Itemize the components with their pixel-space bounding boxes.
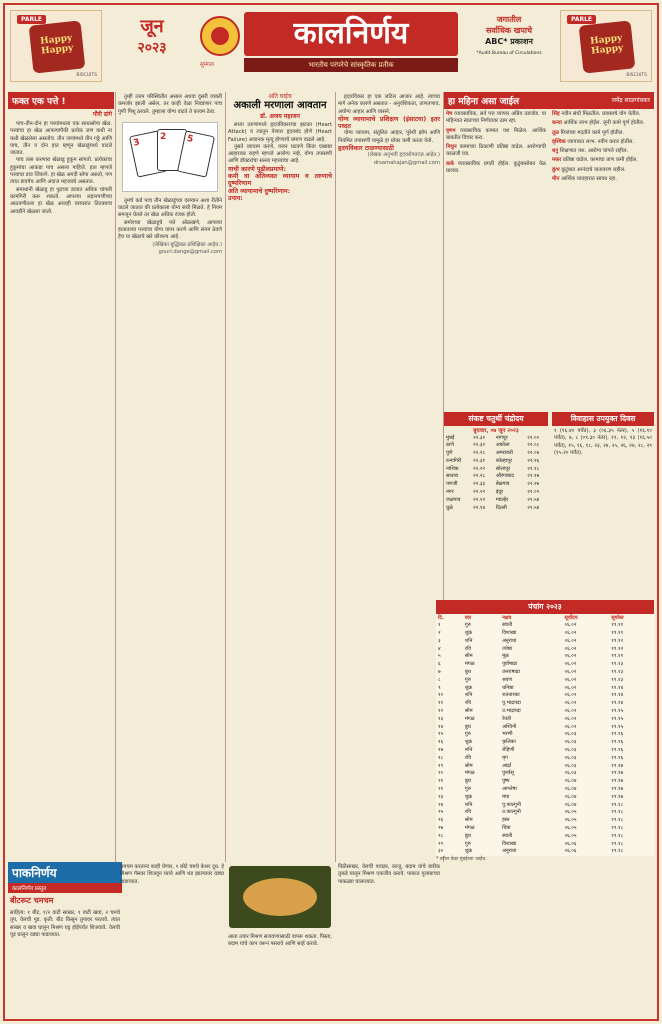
masthead-title: कालनिर्णय bbox=[244, 12, 458, 56]
article-body: हृदयविकार हा एक जटिल आजार आहे. त्याच्या मागे अनेक कारणे असतात - अनुवंशिकता, ताणतणाव, अयोग्य आहार आणि व्यसने. योग्य व्यायामाचे प्रशिक्षण (इंसाटया) इतर पध्दत योग्य व्यायाम, संतुलित आहार, पुरेशी झोप आणि नियमित तपासणी यामुळे हा धोका कमी करता येतो. हृदयविकार टाळण्यासाठी (लेखक अनुभवी हृदयरोगतज्ज्ञ आहेत.) drsamahajan@gmail.com bbox=[338, 94, 440, 166]
table-row: २५ रवि उ.फाल्गुनी ०६.०५ १९.१८ bbox=[438, 809, 624, 816]
table-row: १६ शुक्र कृत्तिका ०६.०३ १९.१६ bbox=[438, 739, 624, 746]
article-cards bbox=[8, 92, 114, 218]
author-email[interactable]: drsamahajan@gmail.com bbox=[373, 159, 440, 166]
article-title: अकाली मरणाला आवतान bbox=[233, 100, 327, 111]
ad-biscuit-pack: Happy Happy bbox=[579, 20, 636, 73]
horoscope-item: मीन आर्थिक व्यवहारात सावध रहा. bbox=[552, 176, 617, 183]
table-row: १८ रवि मृग ०६.०३ १९.१६ bbox=[438, 754, 624, 761]
horoscope-item: कन्या आर्थिक लाभ होईल. जुनी कामे पूर्ण होतील. bbox=[552, 120, 645, 127]
recipe-continued: पिठीसाखर, वेलची पावडर, काजू, बदाम यांचे बारीक तुकडे घालून मिश्रण एकजीव करावे. पाकात गुलाबाच्या पाकळ्या घालाव्यात. bbox=[338, 864, 440, 885]
horoscope-item: वृषभ व्यवसायिक कामात यश मिळेल. आर्थिक बाबतीत विचार करा. bbox=[446, 127, 546, 141]
table-row: २४ शनि पू.फाल्गुनी ०६.०४ १९.१८ bbox=[438, 801, 624, 808]
ad-tag: BISCUITS bbox=[76, 73, 97, 78]
article-body: तुम्ही उत्तम परिस्थितीत असाल अथवा दुसरी व्यक्ती कमजोर झाली असेल, तर काही वेळा निवडणार पाच गुणी पिशू ठरवले. तुम्हाला योग्य वाटते ते कायम ठेवा. bbox=[118, 94, 222, 115]
article-body: सध्या तरुणांमध्ये हृदयविकाराचा झटका (Heart Attack) व त्यातून येणारा हृदयबंद होणे (Heart Failure) अचानक मृत्यू होण्याचे प्रमाण वाढले आहे. नुसते व्यायाम करणे, वजन घटवणे किंवा एखाद्या आहारावर राहणे म्हणजे आरोग्य नव्हे. योग्य तपासणी आणि डॉक्टरांचा सल्ला महत्त्वाचा आहे. याची कारणे पुढीलप्रमाणे: कमी वा अतिव्यस्त व्यायाम व तरुणाचे दुष्परिणाम अति व्यायामाचे दुष्परिणाम: उपाय: bbox=[228, 122, 332, 202]
column-divider bbox=[225, 92, 226, 862]
vivah-box: विवाहास उपयुक्त दिवस १ (१६.४० पर्यंत), ३ (०६.३५ नंतर), ५ (१६.१० पर्यंत), ७, ८ (०९.३० नंतर), ११, १२, १३ (१६.५० पर्यंत), १५, १६, १८, २३, २४, २५, २६, २७, २८, २९ (१५.२० पर्यंत). bbox=[554, 414, 652, 456]
ad-left[interactable] bbox=[10, 10, 102, 82]
table-row: नाशिक २२.२२ सोलापूर २२.१८ bbox=[446, 465, 540, 472]
table-row: ३० शुक्र अनुराधा ०६.०६ १९.१८ bbox=[438, 848, 624, 855]
table-row: २७ मंगळ चित्रा ०६.०५ १९.१८ bbox=[438, 825, 624, 832]
masthead-tag: सुमंगल bbox=[200, 62, 214, 68]
table-row: २१ बुध पुष्य ०६.०४ १९.१७ bbox=[438, 778, 624, 785]
column-divider bbox=[335, 92, 336, 862]
table-row: ८ गुरु श्रवण ०६.०२ १९.१३ bbox=[438, 676, 624, 683]
table-row: ९ शुक्र धनिष्ठा ०६.०२ १९.१४ bbox=[438, 684, 624, 691]
horoscope-title: हा महिना असा जाईल जयेंद्र साळगांवकर bbox=[444, 92, 654, 109]
horoscope-item: कर्क व्यावसायिक प्रगती होईल. कुटुंबासोबत वेळ घालवा. bbox=[446, 160, 546, 175]
table-row: ११ रवि पू.भाद्रपदा ०६.०२ १९.१४ bbox=[438, 700, 624, 707]
table-row: ७ बुध उत्तराषाढा ०६.०२ १९.१३ bbox=[438, 669, 624, 676]
article-body: पाच-तीन-दोन हा पत्त्यांमधला एक साधासोपा खेळ. पत्त्यांचा हा खेळ आपल्यापैकी प्रत्येक जण कधी ना कधी खेळलेला असतोच. तीन जणांमध्ये तीन गठ्ठे आणि पाच, तीन व दोन हात म्हणून खेळाडूंमध्ये वाटले जातात. पाच तास करणारा खेळाडू हुकूम सांगतो. प्रत्येकाचा हुकुमांचा आकडा पाच असला पाहिजे. हात म्हणजे पत्त्याचा डाव जिंकणे. हा खेळ अगदी सोपा असतो, पण त्यात डावपेच आणि अंदाज महत्त्वाचे असतात. समाधानी खेळाडू हा पुढच्या डावात अधिक चांगली कामगिरी करू शकतो. आपल्या लहानपणीच्या आठवणीतला हा खेळ आजही घराघरांत तितक्याच आवडीने खेळला जातो. bbox=[10, 121, 112, 215]
table-row: १५ गुरु भरणी ०६.०३ १९.१६ bbox=[438, 731, 624, 738]
table-row: १७ शनि रोहिणी ०६.०३ १९.१६ bbox=[438, 747, 624, 754]
table-row: जळगाव २२.१२ ग्वाल्हेर २१.५४ bbox=[446, 496, 540, 503]
ad-right[interactable] bbox=[560, 10, 652, 82]
ad-brand-logo: PARLE bbox=[17, 15, 46, 24]
sankashti-table: संकष्ट चतुर्थी चंद्रोदय बुधवार, ०७ जून २०२३ मुंबई २२.३२ नागपूर २२.०० ठाणे २२.३२ अकोला २२.०८ पुणे २२.२८ अमरावती २२.०४ रत्नागिरी २२.३१ कोल्हापूर २२.२६ नाशिक २२.२२ सोलापूर २२.१८ सातारा २२.२८ औरंगाबाद २२.१७ पणजी २२.३३ बेळगाव २२.२७ नगर २२.२२ इंदूर २२.०९ जळगाव २२.१२ ग्वाल्हेर २१.५४ धुळे २२.१४ दिल्ली २१.५४ bbox=[444, 412, 548, 512]
ad-tag: BISCUITS bbox=[626, 73, 647, 78]
table-row: १० शनि शततारका ०६.०२ १९.१४ bbox=[438, 692, 624, 699]
article-body: तुमचे कर्ड पाच तीन खेळाडूंच्या दरम्यान अशा रीतीने वाटले जातात की प्रत्येकाला योग्य संधी मिळते. हे नियम समजून घेतले तर खेळ अधिक रंजक होतो. समोरच्या खेळाडूचे पत्ते ओळखणे, आपल्या हातातल्या पत्त्यांचा योग्य वापर करणे आणि संयम ठेवणे हेच या खेळाचे खरे कौशल्य आहे. (लेखिका बुद्धिबळ प्रशिक्षिका आहेत.) gouri.dange@gmail.com bbox=[118, 197, 222, 255]
table-row: २३ शुक्र मघा ०६.०४ १९.१७ bbox=[438, 793, 624, 800]
table-row: १३ मंगळ रेवती ०६.०२ १९.१५ bbox=[438, 715, 624, 722]
table-row: ४ रवि ज्येष्ठा ०६.०२ १९.१२ bbox=[438, 645, 624, 652]
playing-cards-image bbox=[122, 122, 218, 192]
table-row: मुंबई २२.३२ नागपूर २२.०० bbox=[446, 434, 540, 441]
masthead-logo bbox=[200, 10, 460, 80]
horoscope-item: मकर प्रतिष्ठा वाढेल. कामाचा ताण कमी होईल. bbox=[552, 157, 638, 164]
year-label: २०२३ bbox=[137, 40, 167, 56]
ad-biscuit-pack: Happy Happy bbox=[29, 20, 86, 73]
recipe-image-col: आता तयार मिश्रण सजवण्यासाठी वापरू शकता. पिस्ता, बदाम यांचे काप वरून पसरावे आणि सर्व्ह करावे. bbox=[226, 862, 334, 951]
horoscope-item: कुंभ कुटुंबात आनंदाचे वातावरण राहील. bbox=[552, 166, 626, 173]
playing-card: 3 bbox=[129, 130, 167, 177]
masthead-subtitle: भारतीय परंपरेचे सांस्कृतिक प्रतीक bbox=[244, 58, 458, 72]
table-row: २ शुक्र विशाखा ०६.०२ १९.११ bbox=[438, 630, 624, 637]
table-row: २० मंगळ पुनर्वसू ०६.०३ १९.१७ bbox=[438, 770, 624, 777]
table-row: १ गुरु स्वाती ०६.०२ १९.११ bbox=[438, 622, 624, 629]
sun-emblem-icon bbox=[200, 16, 240, 56]
monthly-horoscope bbox=[444, 92, 654, 185]
horoscope-item: धनु शिक्षणात यश. आरोग्य चांगले राहील. bbox=[552, 148, 629, 155]
table-header: दि. वार नक्षत्र सूर्योदय सूर्यास्त bbox=[438, 614, 624, 621]
table-row: ५ सोम मूळ ०६.०२ १९.१२ bbox=[438, 653, 624, 660]
playing-card: 5 bbox=[177, 130, 215, 177]
table-row: ३ शनि अनुराधा ०६.०२ १९.१२ bbox=[438, 637, 624, 644]
horoscope-item: सिंह नवीन संधी मिळतील. प्रवासाचे योग येतील. bbox=[552, 111, 641, 117]
table-row: धुळे २२.१४ दिल्ली २१.५४ bbox=[446, 504, 540, 511]
horoscope-list bbox=[444, 109, 654, 185]
horoscope-item: मिथुन कामाच्या ठिकाणी प्रतिष्ठा वाढेल. आरोग्याची काळजी घ्या. bbox=[446, 144, 546, 158]
article-kicker: अति घाईच bbox=[268, 93, 292, 100]
article-author: डॉ. अजय महाजन bbox=[260, 113, 300, 120]
horoscope-item: मेष व्यावसायिक, सर्व पत्त व्यापार अप्रिय तडजोड. या महिन्यात स्वतःच्या निर्णयावर ठाम रहा. bbox=[446, 111, 546, 125]
table-row: सातारा २२.२८ औरंगाबाद २२.१७ bbox=[446, 473, 540, 480]
table-row: रत्नागिरी २२.३१ कोल्हापूर २२.२६ bbox=[446, 457, 540, 464]
table-row: १९ सोम आर्द्रा ०६.०३ १९.१७ bbox=[438, 762, 624, 769]
horoscope-item: वृश्चिक व्यापारात लाभ. नवीन करार होतील. bbox=[552, 138, 635, 145]
article-health bbox=[226, 92, 334, 204]
table-row: १४ बुध अश्विनी ०६.०२ १९.१५ bbox=[438, 723, 624, 730]
table-row: १२ सोम उ.भाद्रपदा ०६.०२ १९.१५ bbox=[438, 708, 624, 715]
info-tables bbox=[444, 412, 654, 512]
table-row: नगर २२.२२ इंदूर २२.०९ bbox=[446, 489, 540, 496]
article-author: गौरी डांगे bbox=[92, 111, 112, 118]
table-row: पुणे २२.२८ अमरावती २२.०४ bbox=[446, 450, 540, 457]
table-row: पणजी २२.३३ बेळगाव २२.२७ bbox=[446, 481, 540, 488]
article-title: फक्त एक पत्ते ! bbox=[8, 92, 114, 109]
table-row: ठाणे २२.३२ अकोला २२.०८ bbox=[446, 442, 540, 449]
ad-brand-logo: PARLE bbox=[567, 15, 596, 24]
table-row: २८ बुध स्वाती ०६.०५ १९.१८ bbox=[438, 832, 624, 839]
article-health-continued bbox=[336, 92, 442, 169]
table-row: २९ गुरु विशाखा ०६.०६ १९.१८ bbox=[438, 840, 624, 847]
paaknirnay-box: पाकनिर्णय कालनिर्णय प्रस्तुत बीटरूट चमचम साहित्य: १ बीट, १/२ वाटी साखर, १ वाटी खवा, २ चमचे तूप, वेलची पूड. कृती: बीट किसून तुपावर परतावे. त्यात साखर व खवा घालून मिश्रण घट्ट होईपर्यंत शिजवावे. वेलची पूड घालून वड्या पाडाव्यात. bbox=[8, 862, 122, 1014]
panchang-table: पंचांग २०२३ दि. वार नक्षत्र सूर्योदय सूर्यास्त १ गुरु स्वाती ०६.०२ १९.११ २ शुक्र विशाखा ०६.०२ १९.११ ३ शनि अनुराधा ०६.०२ १९.१२ ४ रवि ज्येष्ठा ०६.०२ १९.१२ ५ सोम मूळ ०६.०२ १९.१२ ६ मंगळ पूर्वाषाढा ०६.०२ १९.१३ ७ बुध उत्तराषाढा ०६.०२ १९.१३ ८ गुरु श्रवण ०६.०२ १९.१३ ९ शुक्र धनिष्ठा ०६.०२ १९.१४ १० शनि शततारका ०६.०२ १९.१४ ११ रवि पू.भाद्रपदा ०६.०२ १९.१४ १२ सोम उ.भाद्रपदा ०६.०२ १९.१५ १३ मंगळ रेवती ०६.०२ १९.१५ १४ बुध अश्विनी ०६.०२ १९.१५ १५ गुरु भरणी ०६.०३ १९.१६ १६ शुक्र कृत्तिका ०६.०३ १९.१६ १७ शनि रोहिणी ०६.०३ १९.१६ १८ रवि मृग ०६.०३ १९.१६ १९ सोम आर्द्रा ०६.०३ १९.१७ २० मंगळ पुनर्वसू ०६.०३ १९.१७ २१ बुध पुष्य ०६.०४ १९.१७ २२ गुरु आश्लेषा ०६.०४ १९.१७ २३ शुक्र मघा ०६.०४ १९.१७ २४ शनि पू.फाल्गुनी ०६.०४ १९.१८ २५ रवि उ.फाल्गुनी ०६.०५ १९.१८ २६ सोम हस्त ०६.०५ १९.१८ २७ मंगळ चित्रा ०६.०५ १९.१८ २८ बुध स्वाती ०६.०५ १९.१८ २९ गुरु विशाखा ०६.०६ १९.१८ ३० शुक्र अनुराधा ०६.०६ १९.१८ * वरील वेळा मुंबईच्या आहेत. bbox=[436, 600, 654, 862]
bottom-section bbox=[8, 862, 656, 1014]
playing-card: 2 bbox=[157, 129, 187, 171]
author-email[interactable]: gouri.dange@gmail.com bbox=[158, 248, 222, 255]
table-row: ६ मंगळ पूर्वाषाढा ०६.०२ १९.१३ bbox=[438, 661, 624, 668]
abc-claim: जगातील सर्वाधिक खपाचे ABC* प्रकाशन *Audit Bureau of Circulations bbox=[476, 15, 542, 56]
recipe-continued: चमचम करताना काही घेणार, ९ छोटे चमचे केशर दूध. हे मिश्रण गॅसवर शिजवून घ्यावे आणि थंड झाल्यावर वड्या पाडाव्यात. bbox=[120, 864, 224, 885]
horoscope-item: तूळ मित्रांच्या मदतीने कामे पूर्ण होतील. bbox=[552, 129, 624, 136]
month-label: जून bbox=[140, 16, 164, 37]
month-box bbox=[108, 14, 196, 70]
food-photo bbox=[229, 866, 331, 928]
table-row: २६ सोम हस्त ०६.०५ १९.१८ bbox=[438, 817, 624, 824]
article-cards-continued bbox=[116, 92, 224, 258]
table-row: २२ गुरु आश्लेषा ०६.०४ १९.१७ bbox=[438, 786, 624, 793]
